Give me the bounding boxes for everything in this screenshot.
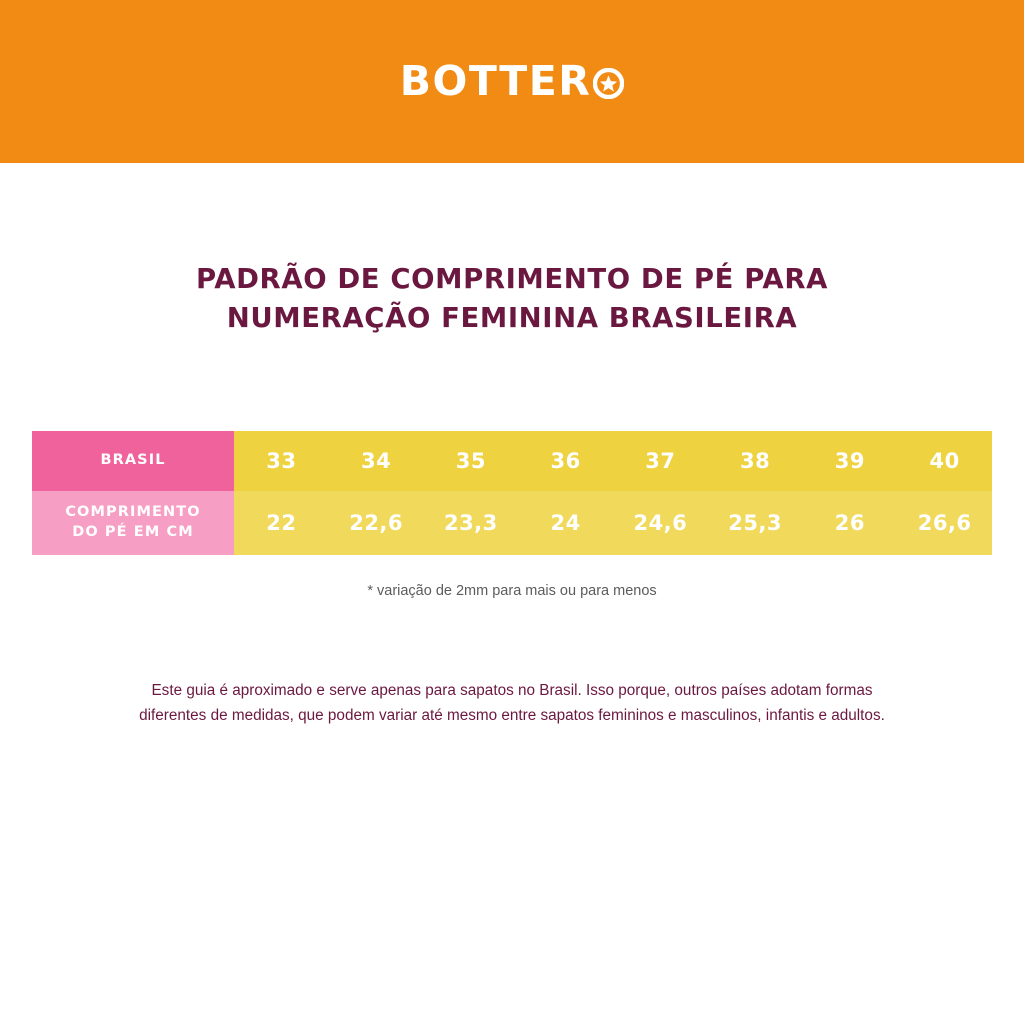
table-cell: 26,6	[897, 491, 992, 555]
table-cell: 39	[803, 431, 898, 491]
table-cell: 33	[234, 431, 329, 491]
row-label-comprimento	[32, 491, 234, 555]
page-title-line-2: NUMERAÇÃO FEMININA BRASILEIRA	[226, 302, 798, 335]
row-label-line-1: COMPRIMENTO	[65, 504, 201, 521]
table-cell: 24	[518, 491, 613, 555]
table-cell: 25,3	[708, 491, 803, 555]
star-in-circle-icon	[593, 68, 624, 99]
table-cell: 38	[708, 431, 803, 491]
table-cell: 35	[424, 431, 519, 491]
table-cell: 24,6	[613, 491, 708, 555]
size-conversion-table	[32, 431, 992, 555]
row-label-brasil: BRASIL	[32, 431, 234, 491]
table-row-comprimento	[32, 491, 992, 555]
row-label-line-2: DO PÉ EM CM	[72, 524, 194, 540]
brand-logo	[399, 57, 625, 105]
table-cell: 36	[518, 431, 613, 491]
table-footnote: * variação de 2mm para mais ou para menos	[367, 583, 657, 599]
brand-name: BOTTER	[399, 57, 592, 105]
table-cell: 37	[613, 431, 708, 491]
size-table-container	[32, 431, 992, 555]
disclaimer-line-2: diferentes de medidas, que podem variar até mesmo entre sapatos femininos e masculinos, infantis e adultos.	[139, 706, 885, 724]
page-title-line-1: PADRÃO DE COMPRIMENTO DE PÉ PARA	[196, 263, 828, 295]
table-cell: 22	[234, 491, 329, 555]
header-banner	[0, 0, 1024, 163]
table-cell: 23,3	[424, 491, 519, 555]
table-row-brasil	[32, 431, 992, 491]
disclaimer-text	[62, 679, 962, 729]
table-cell: 22,6	[329, 491, 424, 555]
disclaimer-line-1: Este guia é aproximado e serve apenas para sapatos no Brasil. Isso porque, outros países adotam formas	[151, 682, 873, 699]
table-cell: 26	[803, 491, 898, 555]
table-cell: 40	[897, 431, 992, 491]
table-cell: 34	[329, 431, 424, 491]
page-title	[0, 260, 1024, 338]
